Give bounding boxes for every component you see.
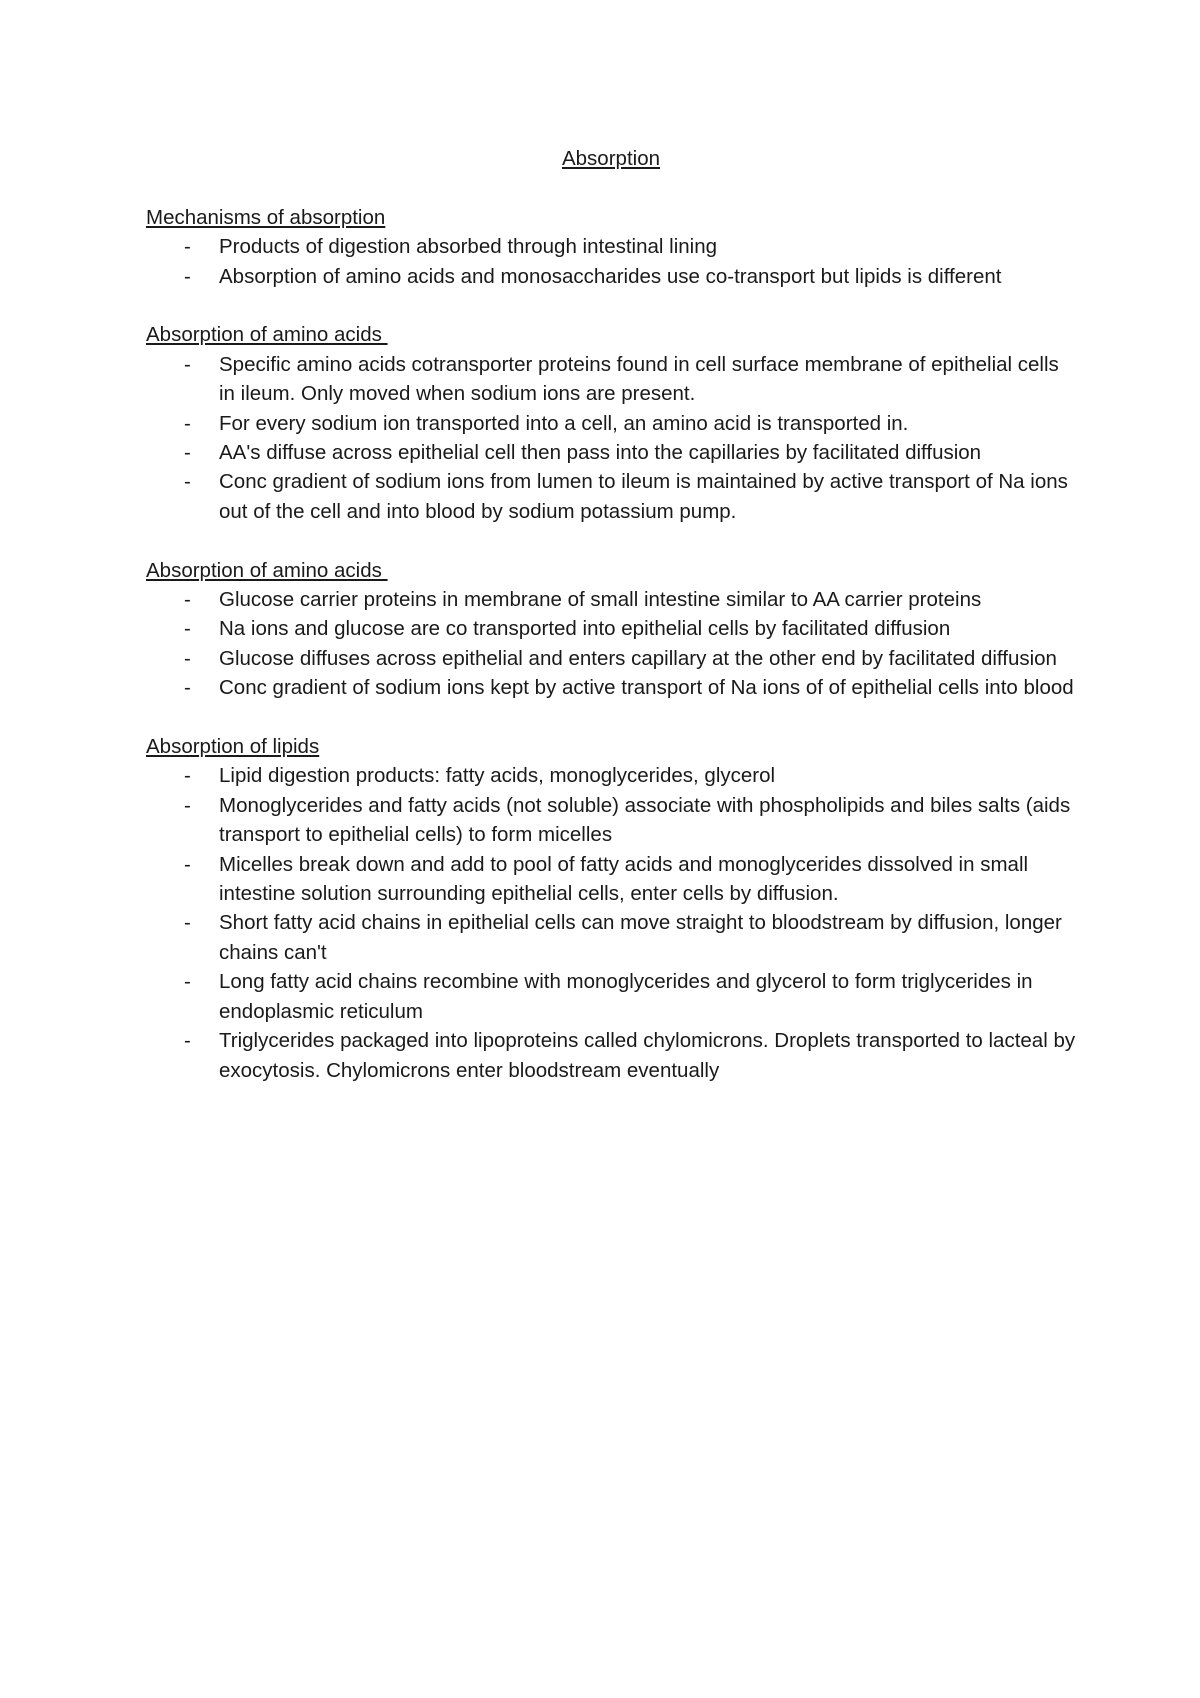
dash-marker: -	[184, 793, 191, 817]
bullet-item	[146, 614, 1076, 643]
bullet-item	[146, 850, 1076, 909]
bullet-text: Glucose carrier proteins in membrane of small intestine similar to AA carrier proteins	[219, 588, 982, 612]
bullet-text: Specific amino acids cotransporter proteins found in cell surface membrane of epithelial cells in ileum. Only moved when sodium ions are present.	[219, 352, 1059, 406]
bullet-text: AA's diffuse across epithelial cell then pass into the capillaries by facilitated diffusion	[219, 441, 982, 465]
bullet-text: Conc gradient of sodium ions kept by active transport of Na ions of of epithelial cells into blood	[219, 676, 1074, 700]
bullet-item	[146, 438, 1076, 467]
bullet-item	[146, 673, 1076, 702]
dash-marker: -	[184, 1029, 191, 1053]
bullet-item	[146, 262, 1076, 291]
dash-marker: -	[184, 646, 191, 670]
bullet-text: For every sodium ion transported into a cell, an amino acid is transported in.	[219, 411, 909, 435]
spacer	[146, 703, 1076, 732]
document-title: Absorption	[561, 147, 660, 170]
bullet-item	[146, 761, 1076, 790]
spacer	[146, 291, 1076, 320]
dash-marker: -	[184, 764, 191, 788]
dash-marker: -	[184, 676, 191, 700]
dash-marker: -	[184, 352, 191, 376]
bullet-item	[146, 350, 1076, 409]
bullet-text: Micelles break down and add to pool of fatty acids and monoglycerides dissolved in small intestine solution surrounding epithelial cells, enter cells by diffusion.	[219, 852, 1029, 906]
dash-marker: -	[184, 852, 191, 876]
bullet-item	[146, 644, 1076, 673]
bullet-text: Long fatty acid chains recombine with monoglycerides and glycerol to form triglycerides in endoplasmic reticulum	[219, 970, 1033, 1023]
bullet-list-glucose	[146, 585, 1076, 703]
dash-marker: -	[184, 235, 191, 259]
bullet-item	[146, 1026, 1076, 1085]
dash-marker: -	[184, 970, 191, 994]
bullet-list-amino-acids	[146, 350, 1076, 526]
dash-marker: -	[184, 441, 191, 465]
bullet-item	[146, 585, 1076, 614]
bullet-text: Glucose diffuses across epithelial and enters capillary at the other end by facilitated diffusion	[219, 646, 1057, 670]
dash-marker: -	[184, 588, 191, 612]
spacer	[146, 526, 1076, 555]
bullet-text: Monoglycerides and fatty acids (not soluble) associate with phospholipids and biles salts (aids transport to epithelial cells) to form micelles	[219, 793, 1071, 847]
bullet-text: Short fatty acid chains in epithelial cells can move straight to bloodstream by diffusion, longer chains can't	[219, 911, 1062, 964]
bullet-list-mechanisms	[146, 232, 1076, 291]
bullet-item	[146, 467, 1076, 526]
bullet-text: Triglycerides packaged into lipoproteins called chylomicrons. Droplets transported to lacteal by exocytosis. Chylomicrons enter bloodstream eventually	[219, 1029, 1076, 1082]
dash-marker: -	[184, 911, 191, 935]
bullet-item	[146, 791, 1076, 850]
bullet-text: Absorption of amino acids and monosaccharides use co-transport but lipids is different	[219, 264, 1002, 288]
dash-marker: -	[184, 264, 191, 288]
bullet-item	[146, 908, 1076, 967]
section-heading-amino-acids-2: Absorption of amino acids	[146, 558, 388, 582]
bullet-text: Products of digestion absorbed through intestinal lining	[219, 235, 718, 259]
dash-marker: -	[184, 411, 191, 435]
dash-marker: -	[184, 617, 191, 641]
dash-marker: -	[184, 470, 191, 494]
bullet-item	[146, 232, 1076, 261]
section-heading-mechanisms: Mechanisms of absorption	[146, 205, 386, 229]
bullet-text: Conc gradient of sodium ions from lumen to ileum is maintained by active transport of Na ions out of the cell and into blood by sodium potassium pump.	[219, 470, 1068, 523]
section-heading-lipids: Absorption of lipids	[146, 735, 320, 759]
document-body	[146, 144, 1076, 1085]
bullet-list-lipids	[146, 761, 1076, 1084]
bullet-text: Na ions and glucose are co transported into epithelial cells by facilitated diffusion	[219, 617, 951, 641]
spacer	[146, 173, 1076, 202]
section-heading-amino-acids: Absorption of amino acids	[146, 323, 388, 347]
bullet-item	[146, 967, 1076, 1026]
bullet-text: Lipid digestion products: fatty acids, monoglycerides, glycerol	[219, 764, 776, 788]
bullet-item	[146, 409, 1076, 438]
